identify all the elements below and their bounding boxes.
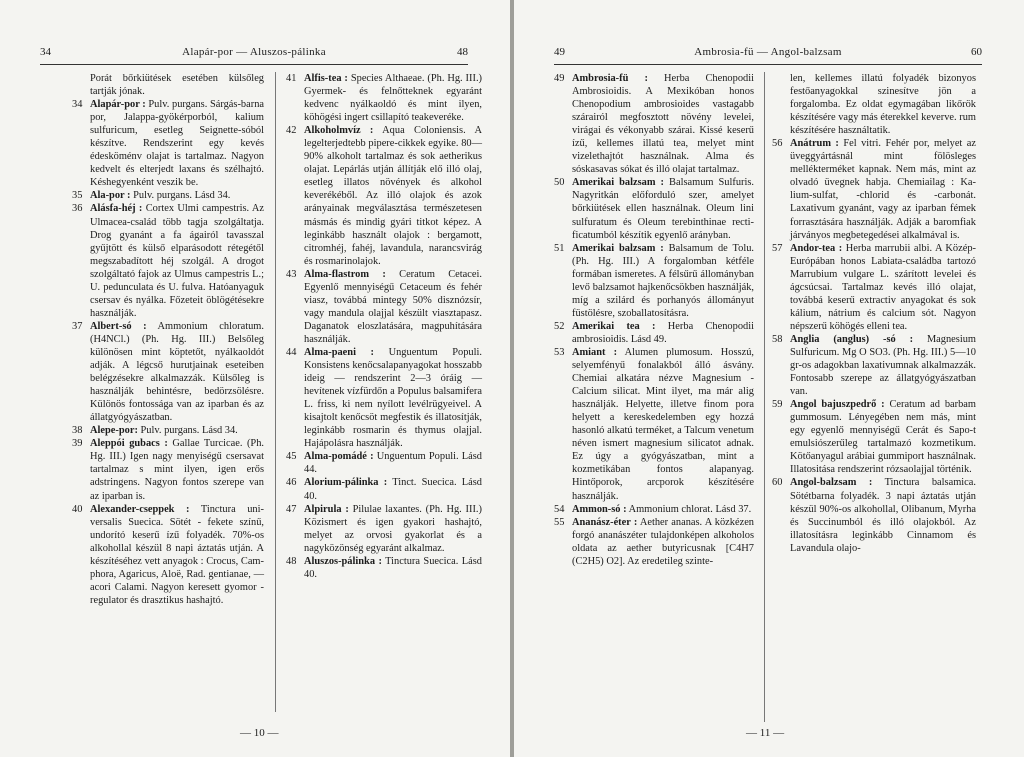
entry-text: Pilulae laxantes. (Ph. Hg. III.) Közismert és igen gyakori hashajtó, melyet az orvosi gyakorlat és a nagyközönség egyaránt alkalmaz. (304, 503, 482, 554)
dictionary-entry (72, 424, 264, 437)
dictionary-entry (554, 72, 754, 176)
entry-headword: Aleppói gubacs : (90, 438, 168, 450)
entry-number: 40 (72, 503, 83, 515)
running-title: Alapár-por — Aluszos-pálinka (182, 46, 326, 58)
entry-headword: Alorium-pálinka : (304, 477, 388, 489)
entry-number: 46 (286, 477, 297, 489)
dictionary-entry (286, 503, 482, 555)
entry-number: 38 (72, 425, 83, 437)
dictionary-entry (554, 176, 754, 241)
entry-number: 43 (286, 268, 297, 280)
dictionary-entry (772, 242, 976, 333)
entry-headword: Albert-só : (90, 320, 147, 332)
entry-text: Aqua Coloniensis. A legelterjedtebb pipere-cikkek egyike. 80—90% alkoholt tartalmaz és sok aetherikus olajat. Lepárlás utján állítják elő illó olaj, esetleg illatos növények és alkohol keverékéből. Az illó olajok és azok arányainak megválasztása természetesen másmás és mindig gyári titkot képez. A leginkább használt olajok : bergamott, citromhéj, fahéj, lavandula, narancsvirág és rosmarinolajok. (304, 125, 482, 267)
dictionary-entry (286, 268, 482, 346)
entry-headword: Alma-paeni : (304, 346, 375, 358)
page-number-start: 34 (40, 46, 51, 58)
entry-text: Ceratum Cetacei. Egyenlő mennyiségű Cetaceum és fehér viasz, továbbá mintegy 50% disznózsír, vagy mandula olajjal készült viasztapasz. Daganatok eloszlatására, magpuhítására használják. (304, 268, 482, 345)
dictionary-entry (72, 189, 264, 202)
entry-text: Pulv. purgans. Lásd 34. (133, 190, 231, 202)
entry-text: Porát bőrkiütések esetében külsőleg tartják jónak. (90, 73, 264, 98)
entry-headword: Alepe-por: (90, 425, 138, 437)
entry-headword: Amerikai balzsam : (572, 177, 664, 189)
dictionary-entry (772, 398, 976, 476)
entry-text: Pulv. purgans. Sárgás-barna por, Jalappa-gyökérporból, kalium sulfuricum, esetleg Seignette-sóból készítve. Rendszerint egy kevés édesköménv olajat is tartalmaz. Nagyon kedvelt és elterjedt laxans és szélhajtó. Késhegyenként veszik be. (90, 99, 264, 189)
entry-headword: Andor-tea : (790, 242, 843, 254)
left-page (0, 0, 510, 757)
column-divider (275, 72, 276, 712)
entry-number: 47 (286, 503, 297, 515)
entry-headword: Angol bajuszpedrő : (790, 399, 885, 411)
dictionary-entry (790, 72, 976, 137)
entry-text: Herba marrubii albi. A Közép-Európában honos Labiata-családba tartozó Marrubium vulgare L. szárított levelei és ágcsúcsai. Tartalmaz kevés illó olajat, továbbá keserű extractiv anyagokat és sok kálium, nátrium és calcium sót. Nagyon népszerű köhögés elleni tea. (790, 242, 976, 332)
entry-headword: Alexander-cseppek : (90, 503, 190, 515)
entry-number: 59 (772, 399, 783, 411)
entry-headword: Angol-balzsam : (790, 477, 873, 489)
entry-number: 57 (772, 242, 783, 254)
entry-text: Tinct. Suecica. Lásd 40. (304, 477, 482, 502)
entry-headword: Alma-flastrom : (304, 268, 386, 280)
entry-text: Herba Chenopodii ambrosioidis. Lásd 49. (572, 320, 754, 345)
entry-number: 60 (772, 477, 783, 489)
entry-text: Aether ananas. A közkézen forgó ananászéter tulajdonképen alkoholos oldata az aether butyricusnak [C4H7 (C2H5) O2]. Az eredetileg szinte- (572, 516, 755, 567)
entry-text: Ammonium chlorat. Lásd 37. (628, 503, 752, 515)
entry-text: Magnesium Sulfuricum. Mg O SO3. (Ph. Hg. III.) 5—10 gr-os adagokban laxativumnak alkalmazzák. Fontosabb szerepe az állatgyógyászatban van. (790, 333, 976, 398)
header-rule (40, 64, 468, 65)
entry-text: Gallae Turcicae. (Ph. Hg. III.) Igen nagy menyiségű csersavat tartalmaz s mint ilyen, igen erős adstringens. Nagyon fontos szerepe van az iparban is. (90, 438, 264, 502)
dictionary-entry (286, 476, 482, 502)
entry-headword: Alpirula : (304, 503, 349, 515)
dictionary-entry (772, 476, 976, 554)
page-folio: — 11 — (746, 727, 785, 739)
header-rule (554, 64, 982, 65)
running-header (554, 46, 982, 62)
entry-number: 34 (72, 99, 83, 111)
dictionary-entry (772, 137, 976, 241)
entry-number: 45 (286, 451, 297, 463)
entry-text: len, kellemes illatú folyadék bizonyos festőanyagokkal szinesítve jön a forgalomba. Ez oldat egymagában likőrök készítésére vagy más éterekkel keverve. rum készítésére használtatik. (790, 73, 976, 137)
entry-headword: Ala-por : (90, 190, 131, 202)
dictionary-entry (554, 503, 754, 516)
entry-number: 56 (772, 138, 783, 150)
dictionary-entry (286, 124, 482, 268)
entry-text: Cortex Ulmi campestris. Az Ulmacea-család több tagja szolgáltatja. Drog gyanánt a fa ágairól tavasszal gyűjtött és külső elparásodott rétegétől megszabadított héj szolgál. A drogot szolgáltató fajok az Ulmus campestris L.; U. pedunculata és U. fulva. Hatóanyaguk csersav és nyálka. Főzeteit öblögétésekre használják. (90, 203, 264, 319)
text-column-2 (772, 72, 976, 555)
dictionary-entry (72, 437, 264, 502)
entry-text: Balsamum de Tolu. (Ph. Hg. III.) A forgalomban kétféle formában ismeretes. A félsűrű állományban levő balzsamot hajkenőcsökben használják, míg a szilárd és porhanyós állományut füstölésre, szoballatosításra. (572, 242, 754, 319)
entry-headword: Ananász-éter : (572, 516, 638, 528)
dictionary-entry (72, 503, 264, 607)
entry-headword: Anglia (anglus) -só : (790, 333, 914, 345)
entry-headword: Alfis-tea : (304, 73, 348, 84)
entry-number: 50 (554, 177, 565, 189)
entry-number: 48 (286, 555, 297, 567)
entry-text: Ceratum ad barbam gummosum. Lényegében nem más, mint egy egyenlő mennyiségű Cerát és Sapo-t emulsiószerűleg tartalmazó kozmetikum. Kötőanyagul arábiai gummiport használnak. Illatositása rendszerint rózsaolajjal történik. (790, 399, 976, 476)
dictionary-entry (286, 72, 482, 124)
entry-text: Species Althaeae. (Ph. Hg. III.) Gyermek- és felnőtteknek egyaránt kedvenc nyálkaoldó és mint ilyen, köhögési ingert csillapító teakeveréke. (304, 73, 482, 124)
dictionary-entry (72, 202, 264, 319)
dictionary-entry (772, 333, 976, 398)
entry-number: 49 (554, 73, 565, 84)
entry-headword: Ammon-só : (572, 503, 627, 515)
running-header (40, 46, 468, 62)
entry-headword: Amerikai tea : (572, 320, 656, 332)
dictionary-entry (286, 450, 482, 476)
text-column-1 (72, 72, 264, 607)
entry-number: 44 (286, 346, 297, 358)
page-number-start: 49 (554, 46, 565, 58)
entry-number: 52 (554, 320, 565, 332)
dictionary-entry (554, 516, 755, 568)
dictionary-entry (286, 555, 482, 581)
entry-text: Pulv. purgans. Lásd 34. (140, 425, 238, 437)
dictionary-entry (554, 242, 754, 320)
entry-number: 42 (286, 125, 297, 137)
text-column-2 (286, 72, 482, 581)
entry-headword: Alásfa-héj : (90, 203, 143, 215)
entry-text: Tinctura balsamica. Sötétbarna folyadék. 3 napi áztatás utján készül 90%-os alkohollal, Olibanum, Myrha és Succinumból és illó olajokból. Az illatosításra leginkább Cinnamom és Lavandula olajo- (790, 477, 976, 554)
entry-number: 39 (72, 438, 83, 450)
entry-headword: Amerikai balzsam : (572, 242, 664, 254)
entry-headword: Aluszos-pálinka : (304, 555, 382, 567)
entry-number: 51 (554, 242, 565, 254)
entry-text: Fel vitri. Fehér por, melyet az üveggyártásnál mint fölösleges mellékterméket kapnak. Nem más, mint az olvadó üvegnek habja. Chemiailag : Kalium-sulfat, -chlorid és -carbonát. Laxativum gyanánt, vagy az iparban fémek forrasztására használják. Adják a baromfiak járványos megbetegedései alkalmával is. (790, 138, 976, 241)
page-number-end: 60 (971, 46, 982, 58)
entry-text: Ammonium chloratum. (H4NCl.) (Ph. Hg. III.) Belsőleg különösen mint köptetőt, nyálkaoldót adják. A légcső hurutjainak eseteiben belégzésekre alkalmazzák. Külsőleg is használják behintésre, bedörzsölésre. Különös fontossága van az iparban és az állatgyógyászatban. (90, 320, 264, 424)
dictionary-entry (554, 346, 754, 503)
column-divider (764, 72, 765, 722)
entry-number: 58 (772, 333, 783, 345)
entry-text: Alumen plumosum. Hosszú, selyemfényű fonalakból álló ásvány. Chemiai alkatára nézve Magnesium - Calcium silicat. Mint ilyet, ma már alig használják. Helyette, illetve finom pora helyett a kereskedelemben egy hozzá hasonló alkatú terméket, a Talcum venetum néven ismert magnesium silicatot adnak. Ez úgy a gyógyászatban, mint a kozmetikában fontos alapanyag. Hintőporok, arcporok készítésére használják. (572, 346, 754, 502)
entry-text: Tinctura universalis Suecica. Sötét - fekete színű, undorító keserű ízű folyadék. 70%-os alkohollal készül 8 napi áztatás utján. A készítéséhez vett anyagok : Crocus, Camphora, Agaricus, Aloë, Rad. gentianae, — acori Calami. Nagyon keresett gyomor - regulator és drasztikus hashajtó. (90, 503, 264, 606)
dictionary-entry (286, 346, 482, 450)
dictionary-entry (72, 98, 264, 189)
right-page (514, 0, 1024, 757)
entry-headword: Alma-pomádé : (304, 451, 374, 463)
entry-number: 37 (72, 320, 83, 332)
entry-headword: Alkoholmvíz : (304, 125, 374, 137)
text-column-1 (554, 72, 754, 568)
entry-headword: Alapár-por : (90, 99, 146, 111)
entry-text: Unguentum Populi. Lásd 44. (304, 451, 482, 476)
page-number-end: 48 (457, 46, 468, 58)
entry-number: 53 (554, 346, 565, 358)
dictionary-entry (72, 320, 264, 424)
page-folio: — 10 — (240, 727, 279, 739)
entry-text: Herba Chenopodii Ambrosioidis. A Mexikóban honos Chenopodium ambrosioides vastagabb szárairól megfosztott növény levelei, virágai és vékonyabb szárai. Kissé keserű ízű, kellemes illatú tea, melyet mint vizelethajtót használnak. Alma és sóskasavas sókat és illó olajat tartalmaz. (572, 73, 754, 176)
dictionary-entry (90, 72, 264, 98)
entry-text: Balsamum Sulfuris. Nagyritkán előforduló szer, amelyet bőrkiütések ellen használnak. Oleum lini sulfuratum és Oleum terebinthinae rectificatumból készítik egyenlő arányban. (572, 177, 754, 241)
dictionary-entry (554, 320, 754, 346)
entry-number: 36 (72, 203, 83, 215)
entry-number: 54 (554, 503, 565, 515)
entry-text: Tinctura Suecica. Lásd 40. (304, 555, 482, 580)
entry-text: Unguentum Populi. Konsistens kenőcsalapanyagokat hosszabb ideig — rendszerint 2—3 óráig — hevítenek vízfürdőn a Populus balsamifera L. friss, ki nem nyílott levélrügyeivel. A kisajtolt kenőcsöt megfestik és illatosítják, leginkább rosmarin és thymus olajjal. Hajápolásra használják. (304, 346, 482, 450)
entry-number: 41 (286, 73, 297, 84)
entry-number: 35 (72, 190, 83, 202)
entry-headword: Anátrum : (790, 138, 839, 150)
entry-headword: Ambrosia-fü : (572, 73, 648, 84)
entry-headword: Amiant : (572, 346, 618, 358)
running-title: Ambrosia-fü — Angol-balzsam (694, 46, 842, 58)
entry-number: 55 (554, 516, 565, 528)
